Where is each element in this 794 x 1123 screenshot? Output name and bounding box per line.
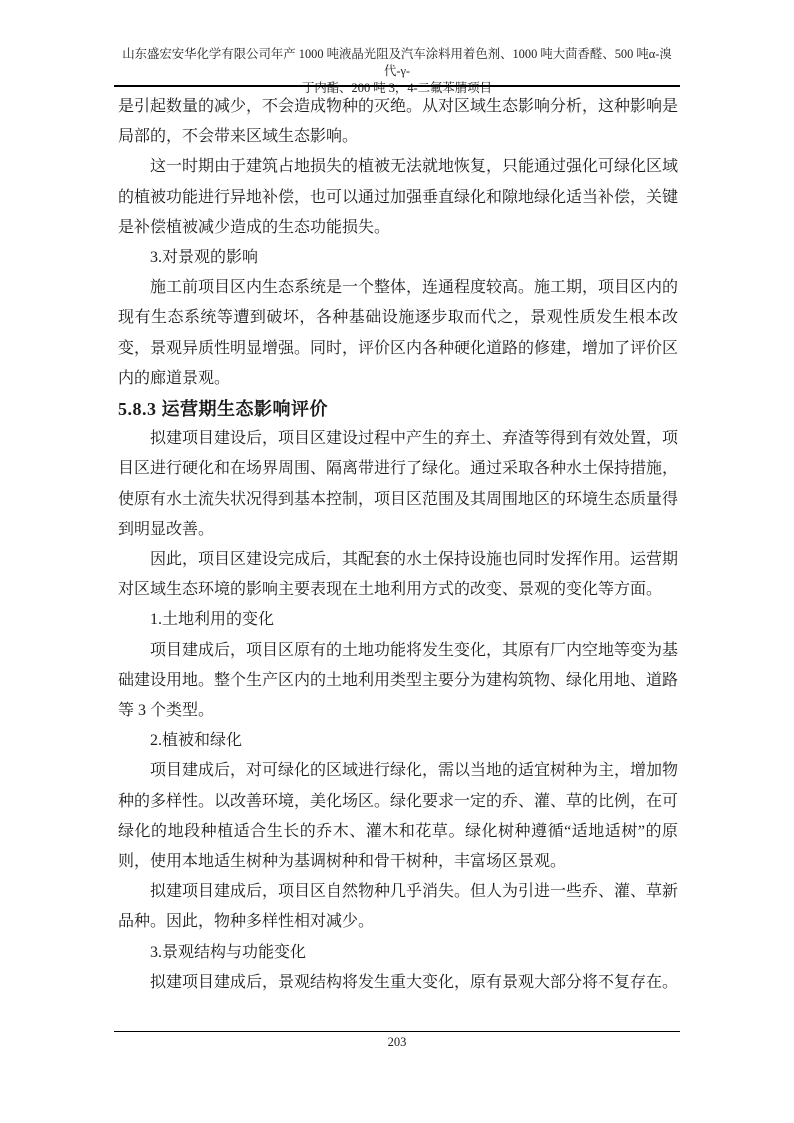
- paragraph-landscape-structure-change: 拟建项目建成后，景观结构将发生重大变化，原有景观大部分将不复存在。: [150, 973, 679, 991]
- page-footer: [114, 1035, 680, 1050]
- paragraph-greening-principles: 项目建成后，对可绿化的区域进行绿化，需以当地的适宜树种为主，增加物种的多样性。以改善环境，美化场区。绿化要求一定的乔、灌、草的比例，在可绿化的地段种植适合生长的乔木、灌木和花草。绿化树种遵循“适地适树”的原则，使用本地适生树种为基调树种和骨干树种，丰富场区景观。: [118, 762, 679, 871]
- paragraph-water-conservation: 因此，项目区建设完成后，其配套的水土保持设施也同时发挥作用。运营期对区域生态环境的影响主要表现在土地利用方式的改变、景观的变化等方面。: [118, 551, 679, 599]
- paragraph-vegetation-compensation: 这一时期由于建筑占地损失的植被无法就地恢复，只能通过强化可绿化区域的植被功能进行异地补偿，也可以通过加强垂直绿化和隙地绿化适当补偿，关键是补偿植被减少造成的生态功能损失。: [118, 158, 679, 236]
- header-title-line-2: 丁内酯、200 吨 3，4-二氟苯腈项目: [302, 81, 492, 95]
- subheading-vegetation-greening: 2.植被和绿化: [150, 732, 243, 750]
- page-body: [118, 92, 678, 998]
- paragraph-species-diversity: 拟建项目建成后，项目区自然物种几乎消失。但人为引进一些乔、灌、草新品种。因此，物种多样性相对减少。: [118, 883, 679, 931]
- subheading-landscape-structure: 3.景观结构与功能变化: [150, 943, 307, 961]
- paragraph-soil-disposal: 拟建项目建设后，项目区建设过程中产生的弃土、弃渣等得到有效处置，项目区进行硬化和在场界周围、隔离带进行了绿化。通过采取各种水土保持措施，使原有水土流失状况得到基本控制，项目区范围及其周围地区的环境生态质量得到明显改善。: [118, 430, 679, 538]
- subheading-land-use-change: 1.土地利用的变化: [150, 611, 275, 629]
- section-heading-operation-period: 5.8.3 运营期生态影响评价: [118, 399, 328, 420]
- header-divider: [114, 85, 680, 87]
- header-title-line-1: 山东盛宏安华化学有限公司年产 1000 吨液晶光阻及汽车涂料用着色剂、1000 吨大茴香醛、500 吨α-溴代-γ-: [122, 47, 672, 78]
- subheading-landscape-impact: 3.对景观的影响: [150, 249, 259, 267]
- paragraph-land-use-types: 项目建成后，项目区原有的土地功能将发生变化，其原有厂内空地等变为基础建设用地。整个生产区内的土地利用类型主要分为建构筑物、绿化用地、道路等 3 个类型。: [118, 641, 679, 720]
- paragraph-landscape-change: 施工前项目区内生态系统是一个整体，连通程度较高。施工期，项目区内的现有生态系统等遭到破坏，各种基础设施逐步取而代之，景观性质发生根本改变，景观异质性明显增强。同时，评价区内各种硬化道路的修建，增加了评价区内的廊道景观。: [118, 279, 679, 387]
- page-number: 203: [387, 1035, 407, 1049]
- page-header: [117, 46, 677, 97]
- paragraph-species-reduction: 是引起数量的减少，不会造成物种的灭绝。从对区域生态影响分析，这种影响是局部的，不会带来区域生态影响。: [118, 98, 679, 146]
- footer-divider: [114, 1031, 680, 1032]
